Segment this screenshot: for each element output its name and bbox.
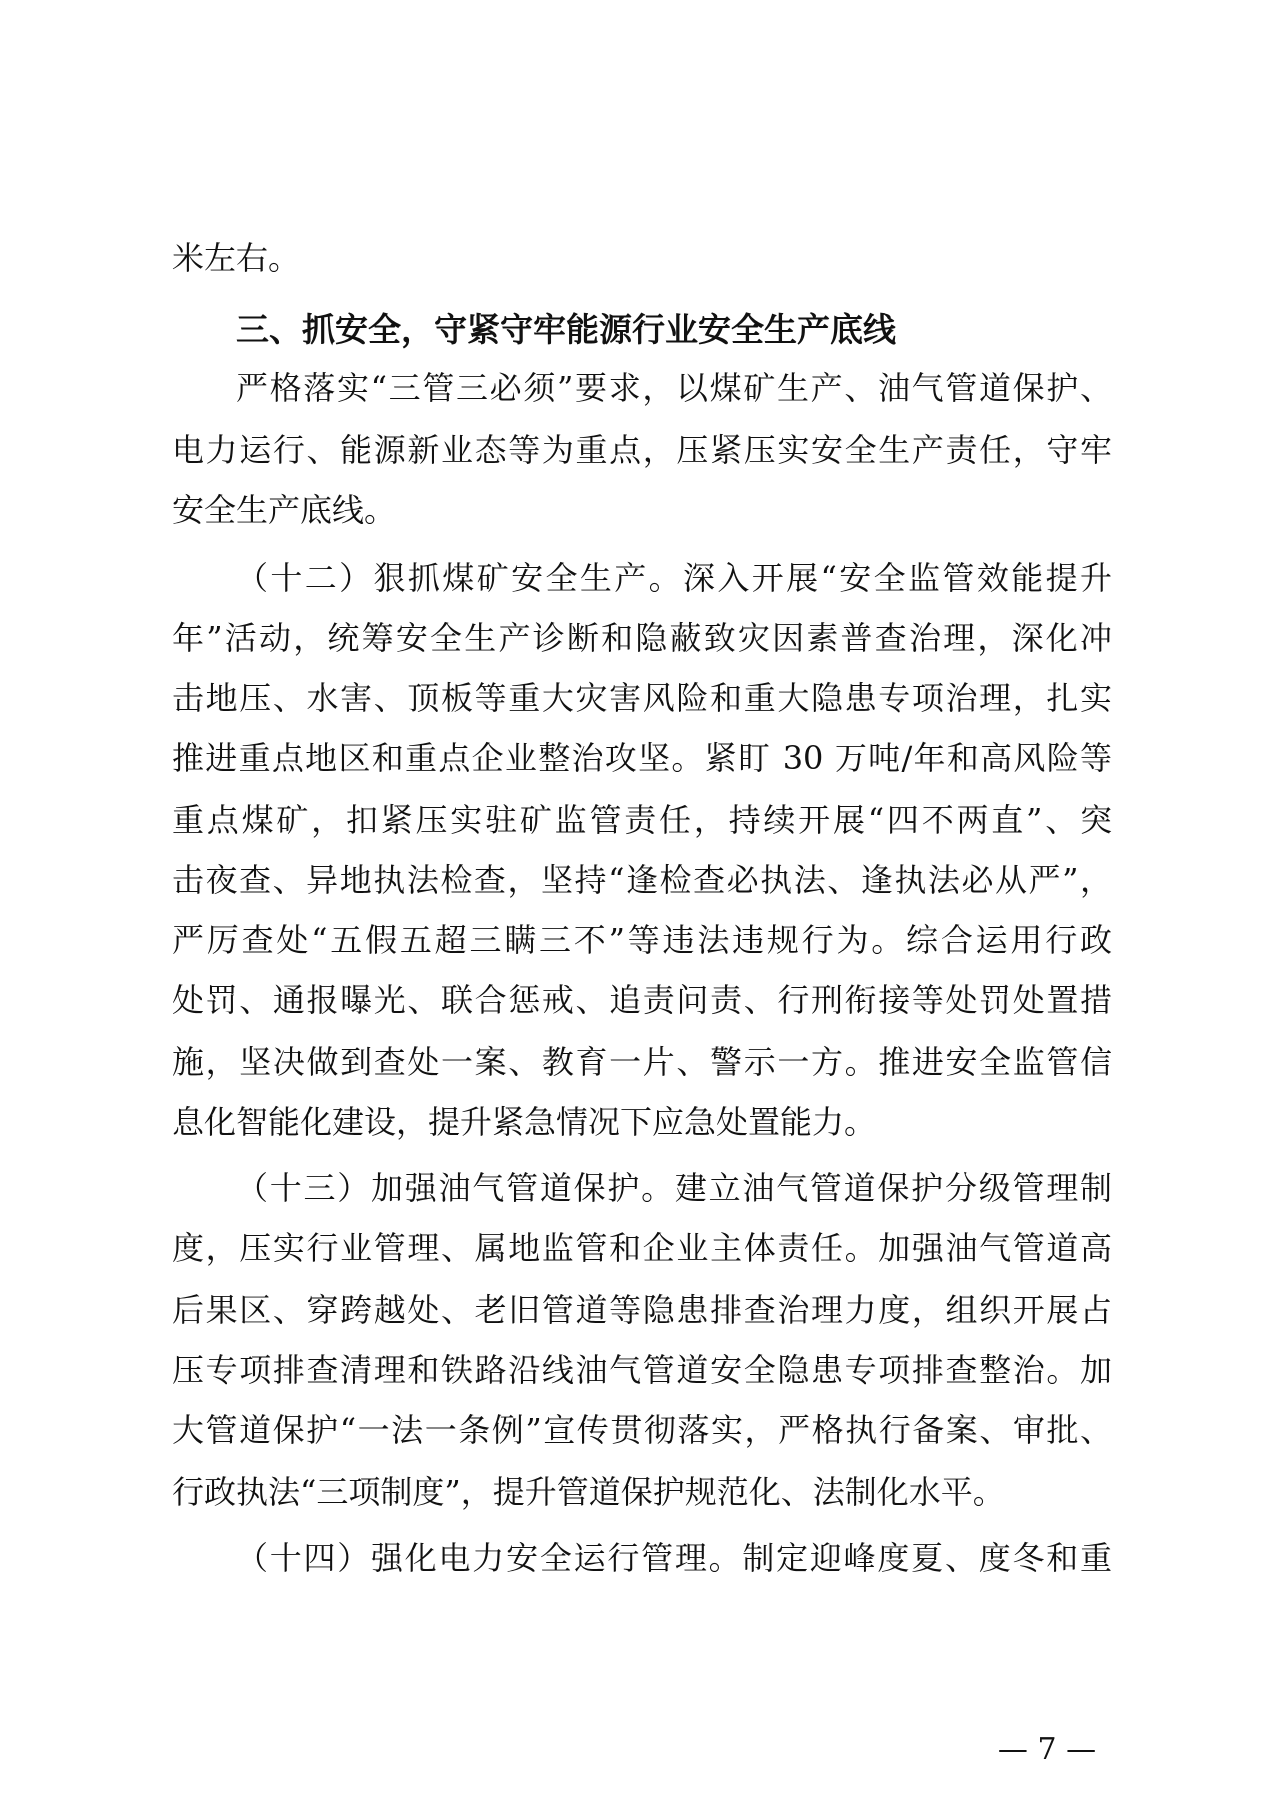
paragraph-13-first-line-rest: 建立油气管道保护分级管理制 — [674, 1169, 1112, 1207]
paragraph-12-line: 推进重点地区和重点企业整治攻坚。紧盯 30 万吨/年和高风险等 — [172, 739, 1112, 777]
paragraph-12-line: 重点煤矿，扣紧压实驻矿监管责任，持续开展“四不两直”、突 — [172, 801, 1112, 839]
paragraph-13-line: 大管道保护“一法一条例”宣传贯彻落实，严格执行备案、审批、 — [172, 1411, 1112, 1449]
paragraph-12-first-line-rest: 深入开展“安全监管效能提升 — [683, 559, 1112, 597]
paragraph-13-line: 压专项排查清理和铁路沿线油气管道安全隐患专项排查整治。加 — [172, 1351, 1112, 1389]
paragraph-12-line: 息化智能化建设，提升紧急情况下应急处置能力。 — [172, 1103, 877, 1141]
paragraph-13-line: 后果区、穿跨越处、老旧管道等隐患排查治理力度，组织开展占 — [172, 1291, 1112, 1329]
paragraph-14-first-line — [236, 1538, 1112, 1578]
page-number: — 7 — — [997, 1732, 1097, 1767]
paragraph-12-line: 年”活动，统筹安全生产诊断和隐蔽致灾因素普查治理，深化冲 — [172, 619, 1112, 657]
paragraph-12-line: 施，坚决做到查处一案、教育一片、警示一方。推进安全监管信 — [172, 1043, 1112, 1081]
section-heading: 三、抓安全，守紧守牢能源行业安全生产底线 — [236, 310, 896, 349]
paragraph-12-line: 击地压、水害、顶板等重大灾害风险和重大隐患专项治理，扎实 — [172, 679, 1112, 717]
intro-line-3: 安全生产底线。 — [172, 491, 397, 529]
continuation-line: 米左右。 — [172, 239, 301, 277]
paragraph-12-line: 处罚、通报曝光、联合惩戒、追责问责、行刑衔接等处罚处置措 — [172, 981, 1112, 1019]
paragraph-12-title: （十二）狠抓煤矿安全生产。 — [236, 559, 683, 597]
paragraph-12-line: 严厉查处“五假五超三瞒三不”等违法违规行为。综合运用行政 — [172, 921, 1112, 959]
paragraph-13-line: 度，压实行业管理、属地监管和企业主体责任。加强油气管道高 — [172, 1229, 1112, 1267]
paragraph-14-first-line-rest: 制定迎峰度夏、度冬和重 — [742, 1539, 1112, 1577]
paragraph-13-first-line — [236, 1168, 1112, 1208]
paragraph-13-line: 行政执法“三项制度”，提升管道保护规范化、法制化水平。 — [172, 1473, 1005, 1511]
intro-line-1: 严格落实“三管三必须”要求，以煤矿生产、油气管道保护、 — [236, 369, 1112, 407]
paragraph-14-title: （十四）强化电力安全运行管理。 — [236, 1539, 743, 1577]
intro-line-2: 电力运行、能源新业态等为重点，压紧压实安全生产责任，守牢 — [172, 431, 1112, 469]
paragraph-12-first-line — [236, 558, 1112, 598]
paragraph-12-line: 击夜查、异地执法检查，坚持“逢检查必执法、逢执法必从严”， — [172, 861, 1112, 899]
paragraph-13-title: （十三）加强油气管道保护。 — [236, 1169, 675, 1207]
